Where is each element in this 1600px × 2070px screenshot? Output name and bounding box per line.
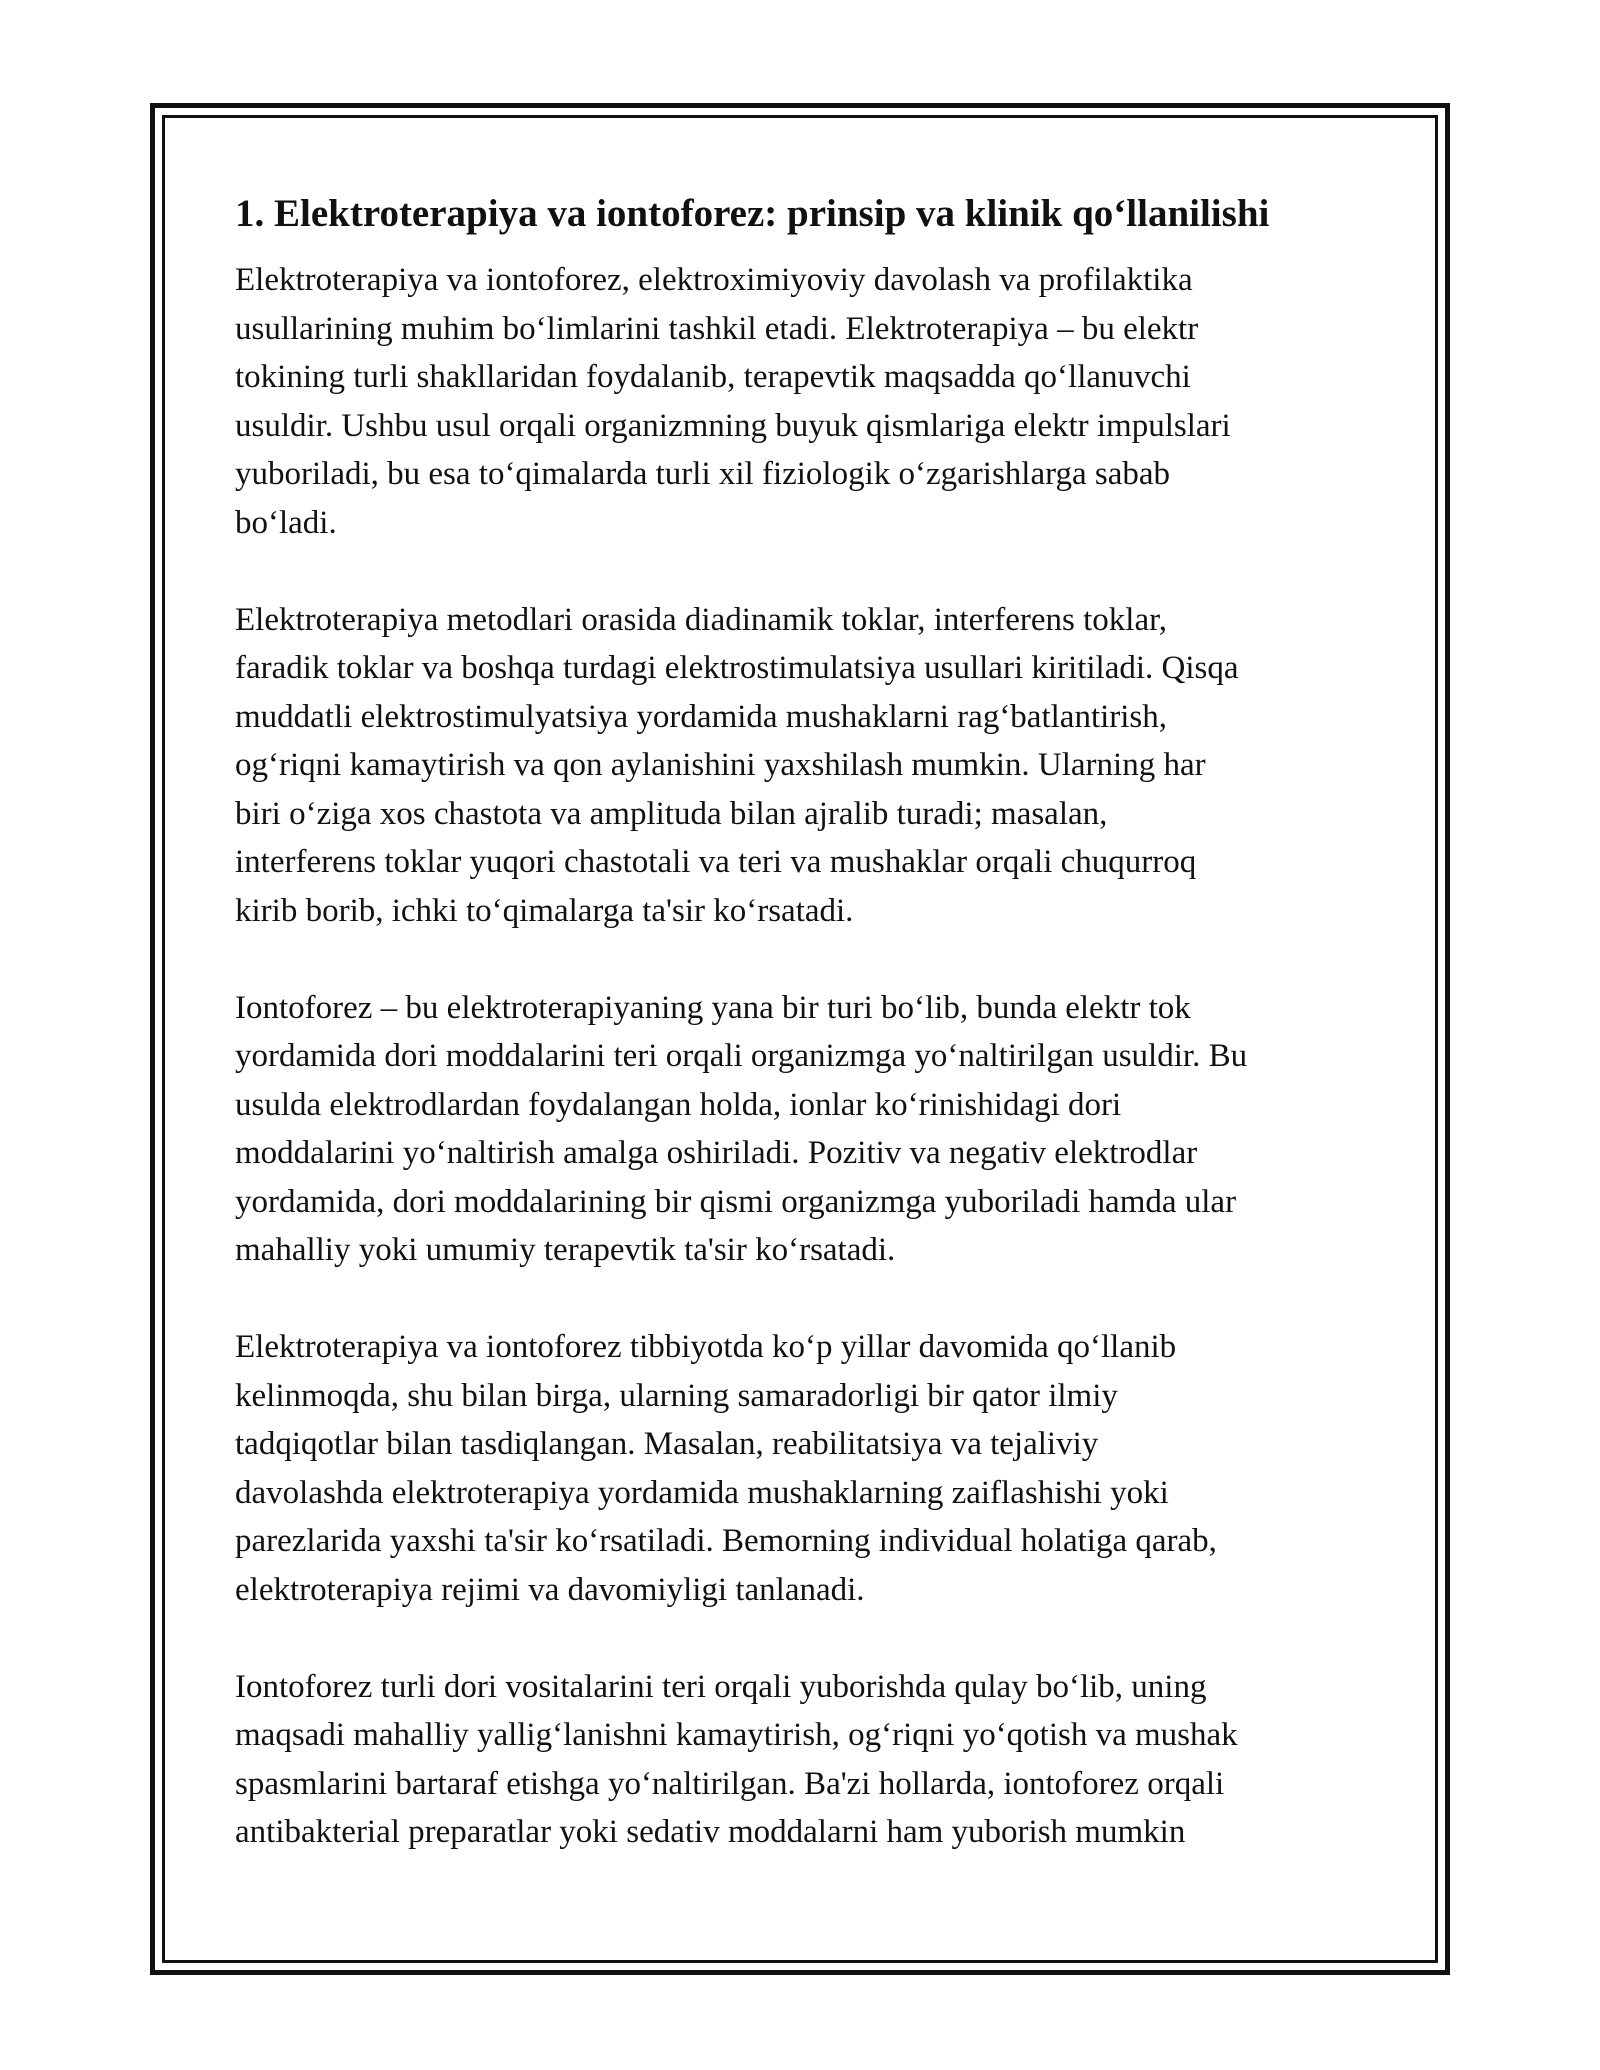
- text-line: interferens toklar yuqori chastotali va teri va mushaklar orqali chuqurroq: [235, 844, 1197, 880]
- text-line: usullarining muhim bo‘limlarini tashkil etadi. Elektroterapiya – bu elektr: [235, 310, 1199, 347]
- text-line: Elektroterapiya va iontoforez tibbiyotda ko‘p yillar davomida qo‘llanib: [235, 1329, 1177, 1365]
- document-body: [235, 186, 1385, 1857]
- text-line: og‘riqni kamaytirish va qon aylanishini yaxshilash mumkin. Ularning har: [235, 747, 1206, 783]
- text-line: biri o‘ziga xos chastota va amplituda bilan ajralib turadi; masalan,: [235, 795, 1108, 832]
- text-line: bo‘ladi.: [235, 504, 337, 541]
- text-line: elektroterapiya rejimi va davomiyligi tanlanadi.: [235, 1571, 865, 1608]
- text-line: Iontoforez – bu elektroterapiyaning yana bir turi bo‘lib, bunda elektr tok: [235, 989, 1191, 1026]
- text-line: moddalarini yo‘naltirish amalga oshiriladi. Pozitiv va negativ elektrodlar: [235, 1135, 1198, 1171]
- section-heading: 1. Elektroterapiya va iontoforez: prinsip va klinik qo‘llanilishi: [235, 192, 1270, 235]
- text-line: Elektroterapiya metodlari orasida diadinamik toklar, interferens toklar,: [235, 601, 1168, 638]
- text-line: muddatli elektrostimulyatsiya yordamida mushaklarni rag‘batlantirish,: [235, 698, 1168, 735]
- text-line: usulda elektrodlardan foydalangan holda, ionlar ko‘rinishidagi dori: [235, 1086, 1122, 1123]
- text-line: mahalliy yoki umumiy terapevtik ta'sir ko‘rsatadi.: [235, 1232, 896, 1268]
- text-line: tadqiqotlar bilan tasdiqlangan. Masalan, reabilitatsiya va tejaliviy: [235, 1426, 1099, 1462]
- paragraph-3: [235, 984, 1385, 1275]
- text-line: maqsadi mahalliy yallig‘lanishni kamaytirish, og‘riqni yo‘qotish va mushak: [235, 1717, 1238, 1753]
- text-line: Elektroterapiya va iontoforez, elektroximiyoviy davolash va profilaktika: [235, 262, 1193, 298]
- text-line: davolashda elektroterapiya yordamida mushaklarning zaiflashishi yoki: [235, 1474, 1169, 1511]
- paragraph-1: [235, 256, 1385, 547]
- paragraph-4: [235, 1323, 1385, 1614]
- text-line: yuboriladi, bu esa to‘qimalarda turli xil fiziologik o‘zgarishlarga sabab: [235, 456, 1171, 492]
- text-line: parezlarida yaxshi ta'sir ko‘rsatiladi. Bemorning individual holatiga qarab,: [235, 1523, 1217, 1559]
- paragraph-2: [235, 596, 1385, 936]
- text-line: faradik toklar va boshqa turdagi elektrostimulatsiya usullari kiritiladi. Qisqa: [235, 650, 1239, 686]
- text-line: yordamida dori moddalarini teri orqali organizmga yo‘naltirilgan usuldir. Bu: [235, 1038, 1248, 1074]
- text-line: antibakterial preparatlar yoki sedativ moddalarni ham yuborish mumkin: [235, 1814, 1186, 1850]
- text-line: yordamida, dori moddalarining bir qismi organizmga yuboriladi hamda ular: [235, 1183, 1237, 1220]
- text-line: tokining turli shakllaridan foydalanib, terapevtik maqsadda qo‘llanuvchi: [235, 359, 1191, 395]
- text-line: kelinmoqda, shu bilan birga, ularning samaradorligi bir qator ilmiy: [235, 1377, 1118, 1414]
- text-line: usuldir. Ushbu usul orqali organizmning buyuk qismlariga elektr impulslari: [235, 407, 1231, 444]
- paragraph-5: [235, 1663, 1385, 1857]
- text-line: kirib borib, ichki to‘qimalarga ta'sir ko‘rsatadi.: [235, 892, 854, 929]
- text-line: Iontoforez turli dori vositalarini teri orqali yuborishda qulay bo‘lib, uning: [235, 1668, 1207, 1705]
- text-line: spasmlarini bartaraf etishga yo‘naltirilgan. Ba'zi hollarda, iontoforez orqali: [235, 1765, 1225, 1802]
